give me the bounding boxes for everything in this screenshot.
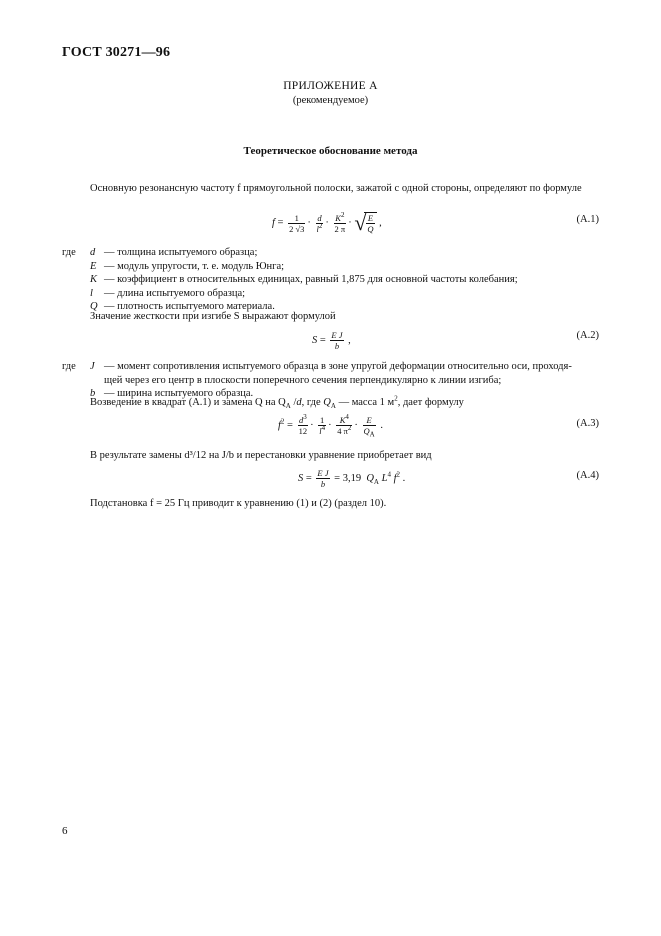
equation-a1: f = $\frac{1}{2 √3}$ · $\frac{d}{l^2}$ · $\frac{K^2}{2 \pi}$ · √ $\frac{E}{Q}$ , bbox=[272, 210, 382, 235]
intro-paragraph bbox=[62, 182, 599, 196]
definition-e: E — модуль упругости, т. е. модуль Юнга; bbox=[90, 260, 285, 272]
definition-k: K — коэффициент в относительных единицах, равный 1,875 для основной частоты колебания; bbox=[90, 274, 518, 286]
stiffness-paragraph: Значение жесткости при изгибе S выражают формулой bbox=[90, 311, 336, 322]
definition-l: l — длина испытуемого образца; bbox=[90, 287, 246, 299]
definition-d: где d — толщина испытуемого образца; bbox=[62, 247, 258, 258]
page-number: 6 bbox=[62, 825, 68, 837]
equation-label-a4: (А.4) bbox=[576, 470, 599, 481]
definition-j: где J — момент сопротивления испытуемого образца в зоне упругой деформации относительно оси, проходя- bbox=[62, 361, 572, 372]
appendix-note: (рекомендуемое) bbox=[292, 95, 369, 106]
equation-label-a2: (А.2) bbox=[576, 330, 599, 341]
equation-a4-coefficient: 3,19 bbox=[342, 472, 362, 484]
document-header: ГОСТ 30271—96 bbox=[62, 45, 171, 60]
equation-a4: S = $\frac{\text{E J}}{b}$ = 3,19 $Q_A$ $L^4$ $f^2$ . bbox=[298, 468, 406, 489]
substitution-paragraph: Подстановка f = 25 Гц приводит к уравнению (1) и (2) (раздел 10). bbox=[90, 498, 387, 509]
intro-text: Основную резонансную частоту f прямоугольной полоски, зажатой с одной стороны, определяют по формуле bbox=[90, 183, 582, 194]
definition-q: Q — плотность испытуемого материала. bbox=[90, 301, 275, 313]
equation-a3: $f^2$ = $\frac{d^3}{12}$ · $\frac{1}{l^4}$ · $\frac{K^4}{4 \pi^2}$ · $\frac{E}{Q_A}$ . bbox=[278, 413, 383, 439]
section-title: Теоретическое обоснование метода bbox=[243, 145, 418, 157]
equation-label-a3: (А.3) bbox=[576, 418, 599, 429]
squaring-paragraph: Возведение в квадрат (А.1) и замена Q на $Q_A$ /d, где $Q_A$ — масса 1 $м^2$, дает формулу bbox=[90, 394, 464, 411]
definition-b: b — ширина испытуемого образца. bbox=[90, 388, 254, 400]
appendix-title: ПРИЛОЖЕНИЕ А bbox=[283, 80, 378, 92]
definitions-list-1 bbox=[62, 246, 518, 314]
definition-j-continued: щей через его центр в плоскости поперечного сечения перпендикулярно к линии изгиба; bbox=[104, 374, 502, 386]
equation-a2: S = $\frac{\text{E J}}{b}$ , bbox=[312, 330, 351, 351]
equation-label-a1: (А.1) bbox=[576, 214, 599, 225]
replacement-paragraph: В результате замены d³/12 на J/b и перестановки уравнение приобретает вид bbox=[90, 450, 432, 461]
definitions-list-2 bbox=[62, 360, 572, 401]
